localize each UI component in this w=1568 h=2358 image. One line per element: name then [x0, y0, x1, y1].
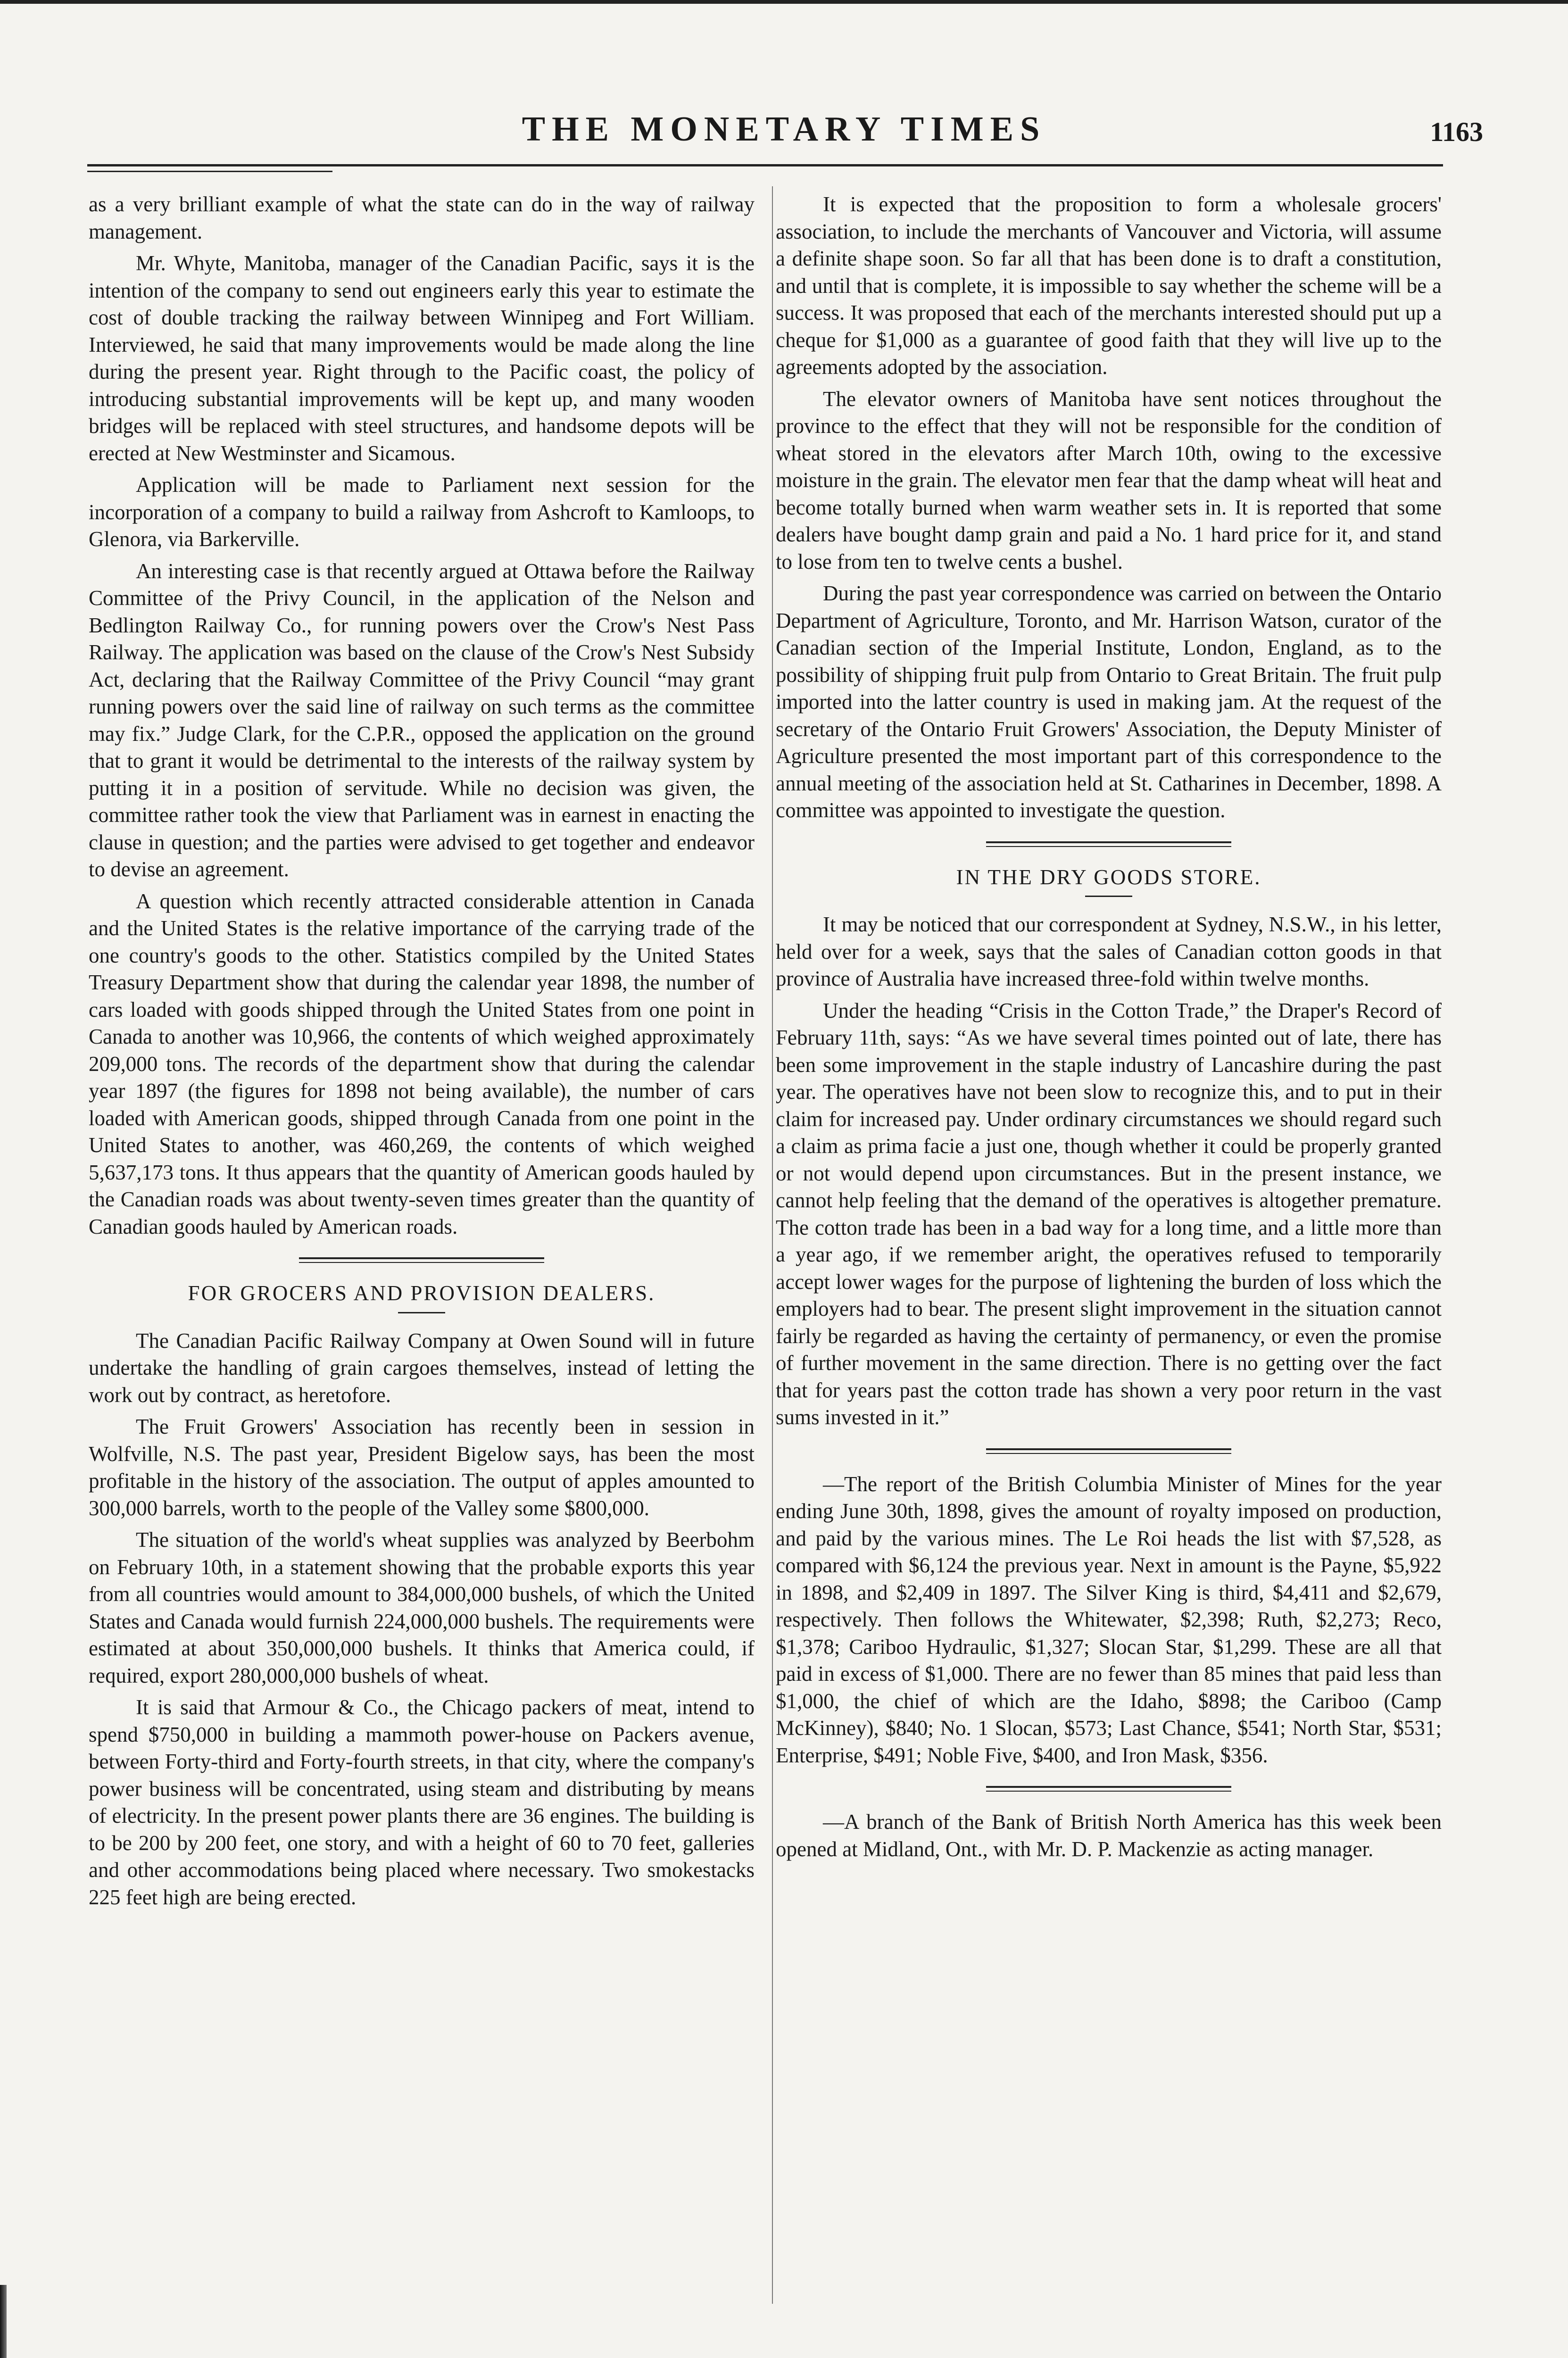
- section-heading-grocers: FOR GROCERS AND PROVISION DEALERS.: [188, 1281, 655, 1305]
- article-paragraph: as a very brilliant example of what the state can do in the way of railway management.: [89, 192, 755, 243]
- left-column: [89, 191, 755, 1916]
- column-divider: [772, 186, 773, 2304]
- article-paragraph: The situation of the world's wheat supplies was analyzed by Beerbohm on February 10th, in a statement showing that the probable exports this year from all countries would amount to 384,000,000 bushels, of which the United States and Canada would furnish 224,000,000 bushels. The requirements were estimated at about 350,000,000 bushels. It thinks that America could, if required, export 280,000,000 bushels of wheat.: [89, 1528, 755, 1687]
- masthead: [85, 109, 1483, 166]
- header-rule-short: [87, 171, 332, 172]
- article-paragraph: The Canadian Pacific Railway Company at Owen Sound will in future undertake the handling of grain cargoes themselves, instead of letting the work out by contract, as heretofore.: [89, 1328, 755, 1407]
- header-rule: [87, 164, 1443, 166]
- binding-shadow: [0, 2285, 7, 2358]
- article-paragraph: It may be noticed that our correspondent at Sydney, N.S.W., in his letter, held over for a week, says that the sales of Canadian cotton goods in that province of Australia have increased three-fold within twelve months.: [776, 913, 1442, 990]
- article-paragraph: Mr. Whyte, Manitoba, manager of the Canadian Pacific, says it is the intention of the company to send out engineers early this year to estimate the cost of double tracking the railway between Winnipeg and Fort William. Interviewed, he said that many improvements would be made along the line during the present year. Right through to the Pacific coast, the policy of introducing substantial improvements will be kept up, and many wooden bridges will be replaced with steel structures, and handsome depots will be erected at New Westminster and Sicamous.: [89, 251, 755, 465]
- article-paragraph: It is expected that the proposition to form a wholesale grocers' association, to include the merchants of Vancouver and Victoria, will assume a definite shape soon. So far all that has been done is to draft a constitution, and until that is complete, it is impossible to say whether the scheme will be a success. It was proposed that each of the merchants interested should put up a cheque for $1,000 as a guarantee of good faith that they will live up to the agreements adopted by the association.: [776, 192, 1442, 379]
- section-separator: [299, 1257, 544, 1263]
- page-number: 1163: [1430, 116, 1483, 147]
- heading-dash: [1085, 896, 1132, 897]
- top-border: [0, 0, 1568, 4]
- article-paragraph: During the past year correspondence was carried on between the Ontario Department of Agriculture, Toronto, and Mr. Harrison Watson, curator of the Canadian section of the Imperial Institute, London, England, as to the possibility of shipping fruit pulp from Ontario to Great Britain. The fruit pulp imported into the latter country is used in making jam. At the request of the secretary of the Ontario Fruit Growers' Association, the Deputy Minister of Agriculture presented the most important part of this correspondence to the annual meeting of the association held at St. Catharines in December, 1898. A committee was appointed to investigate the question.: [776, 581, 1442, 822]
- article-paragraph: Application will be made to Parliament next session for the incorporation of a company to build a railway from Ashcroft to Kamloops, to Glenora, via Barkerville.: [89, 473, 755, 551]
- section-heading-dry-goods: IN THE DRY GOODS STORE.: [956, 865, 1261, 889]
- article-paragraph: The elevator owners of Manitoba have sent notices throughout the province to the effect that they will not be responsible for the condition of wheat stored in the elevators after March 10th, owing to the excessive moisture in the grain. The elevator men fear that the damp wheat will heat and become totally burned when warm weather sets in. It is reported that some dealers have bought damp grain and paid a No. 1 hard price for it, and stand to lose from ten to twelve cents a bushel.: [776, 387, 1442, 573]
- section-separator: [986, 1786, 1231, 1792]
- article-paragraph: Under the heading “Crisis in the Cotton Trade,” the Draper's Record of February 11th, says: “As we have several times pointed out of late, there has been some improvement in the staple industry of Lancashire during the past year. The operatives have not been slow to recognize this, and to put in their claim for increased pay. Under ordinary circumstances we should regard such a claim as prima facie a just one, though whether it could be properly granted or not would depend upon circumstances. But in the present instance, we cannot help feeling that the demand of the operatives is altogether premature. The cotton trade has been in a bad way for a long time, and a little more than a year ago, if we remember aright, the operatives refused to temporarily accept lower wages for the purpose of lightening the burden of loss which the employers had to bear. The present slight improvement in the situation cannot fairly be regarded as having the certainty of permanency, or even the promise of further movement in the same direction. There is no getting over the fact that for years past the cotton trade has shown a very poor return in the vast sums invested in it.”: [776, 998, 1442, 1429]
- publication-title: THE MONETARY TIMES: [522, 110, 1046, 149]
- article-paragraph: —The report of the British Columbia Minister of Mines for the year ending June 30th, 1898, gives the amount of royalty imposed on production, and paid by the various mines. The Le Roi heads the list with $7,528, as compared with $6,124 the previous year. Next in amount is the Payne, $5,922 in 1898, and $2,409 in 1897. The Silver King is third, $4,411 and $2,679, respectively. Then follows the Whitewater, $2,398; Ruth, $2,273; Reco, $1,378; Cariboo Hydraulic, $1,327; Slocan Star, $1,299. These are all that paid in excess of $1,000. There are no fewer than 85 mines that paid less than $1,000, the chief of which are the Idaho, $898; the Cariboo (Camp McKinney), $840; No. 1 Slocan, $573; Last Chance, $541; North Star, $531; Enterprise, $491; Noble Five, $400, and Iron Mask, $356.: [776, 1472, 1442, 1767]
- section-separator: [986, 841, 1231, 847]
- heading-dash: [398, 1312, 445, 1313]
- article-paragraph: A question which recently attracted considerable attention in Canada and the United States is the relative importance of the carrying trade of the one country's goods to the other. Statistics compiled by the United States Treasury Department show that during the calendar year 1898, the number of cars loaded with goods shipped through the United States from one point in Canada to another was 10,966, the contents of which weighed approximately 209,000 tons. The records of the department show that during the calendar year 1897 (the figures for 1898 not being available), the number of cars loaded with American goods, shipped through Canada from one point in the United States to another, was 460,269, the contents of which weighed 5,637,173 tons. It thus appears that the quantity of American goods hauled by the Canadian roads was about twenty-seven times greater than the quantity of Canadian goods hauled by American roads.: [89, 889, 755, 1238]
- article-paragraph: It is said that Armour & Co., the Chicago packers of meat, intend to spend $750,000 in building a mammoth power-house on Packers avenue, between Forty-third and Forty-fourth streets, in that city, where the company's power business will be concentrated, using steam and distributing by means of electricity. In the present power plants there are 36 engines. The building is to be 200 by 200 feet, one story, and with a height of 60 to 70 feet, galleries and other accommodations being placed where necessary. Two smokestacks 225 feet high are being erected.: [89, 1695, 755, 1909]
- article-paragraph: The Fruit Growers' Association has recently been in session in Wolfville, N.S. The past year, President Bigelow says, has been the most profitable in the history of the association. The output of apples amounted to 300,000 barrels, worth to the people of the Valley some $800,000.: [89, 1415, 755, 1520]
- article-paragraph: An interesting case is that recently argued at Ottawa before the Railway Committee of the Privy Council, in the application of the Nelson and Bedlington Railway Co., for running powers over the Crow's Nest Pass Railway. The application was based on the clause of the Crow's Nest Subsidy Act, declaring that the Railway Committee of the Privy Council “may grant running powers over the said line of railway on such terms as the committee may fix.” Judge Clark, for the C.P.R., opposed the application on the ground that to grant it would be detrimental to the interests of the railway system by putting it in a position of servitude. While no decision was given, the committee rather took the view that Parliament was in earnest in enacting the clause in question; and the parties were advised to get together and endeavor to devise an agreement.: [89, 559, 755, 881]
- section-separator: [986, 1448, 1231, 1454]
- right-column: [776, 191, 1442, 1868]
- article-paragraph: —A branch of the Bank of British North America has this week been opened at Midland, Ont., with Mr. D. P. Mackenzie as acting manager.: [776, 1810, 1442, 1861]
